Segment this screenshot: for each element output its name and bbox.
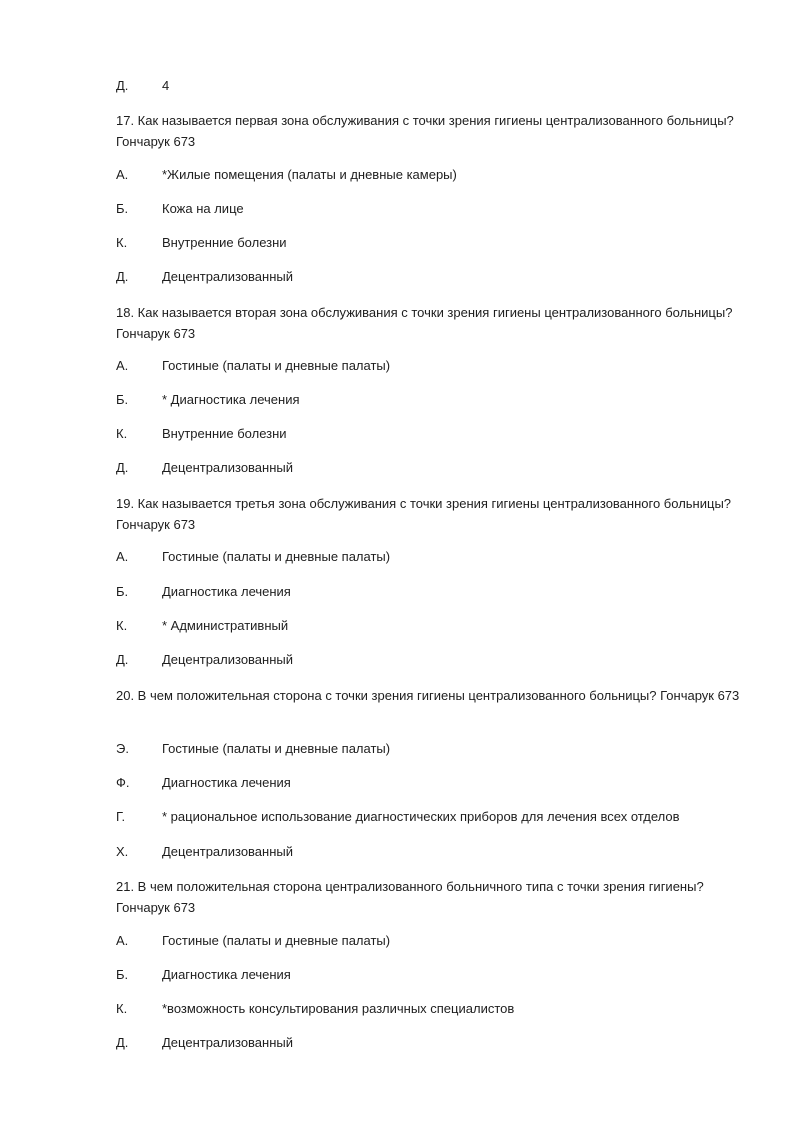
question-text: 18. Как называется вторая зона обслуживания с точки зрения гигиены централизованного больницы? Гончарук 673 xyxy=(116,305,733,341)
option-letter: Д. xyxy=(116,460,129,475)
option-letter: Д. xyxy=(116,1035,129,1050)
option-letter: Д. xyxy=(116,78,129,93)
option-letter: Б. xyxy=(116,967,129,982)
option-letter: Д. xyxy=(116,652,129,667)
option-letter: К. xyxy=(116,1001,128,1016)
option-letter: Д. xyxy=(116,269,129,284)
option-text: Внутренние болезни xyxy=(162,235,287,250)
option-letter: К. xyxy=(116,426,128,441)
option-letter: Б. xyxy=(116,201,129,216)
option-text: * рациональное использование диагностических приборов для лечения всех отделов xyxy=(162,809,680,824)
option-text: Децентрализованный xyxy=(162,844,294,859)
option-letter: А. xyxy=(116,549,129,564)
option-text: Диагностика лечения xyxy=(162,584,291,599)
option-text: *возможность консультирования различных специалистов xyxy=(162,1001,515,1016)
option-text: * Административный xyxy=(162,618,289,633)
option-text: Децентрализованный xyxy=(162,269,294,284)
option-letter: Г. xyxy=(116,809,126,824)
option-letter: А. xyxy=(116,358,129,373)
option-text: Гостиные (палаты и дневные палаты) xyxy=(162,358,391,373)
question-text: 19. Как называется третья зона обслуживания с точки зрения гигиены централизованного больницы? Гончарук 673 xyxy=(116,496,732,532)
question-text: 20. В чем положительная сторона с точки зрения гигиены централизованного больницы? Гончарук 673 xyxy=(116,688,740,703)
option-text: Внутренние болезни xyxy=(162,426,287,441)
question-text: 21. В чем положительная сторона централизованного больничного типа с точки зрения гигиены? Гончарук 673 xyxy=(116,879,704,915)
option-letter: К. xyxy=(116,618,128,633)
option-letter: Ф. xyxy=(116,775,130,790)
option-letter: Б. xyxy=(116,392,129,407)
option-text: Диагностика лечения xyxy=(162,967,291,982)
option-text: Децентрализованный xyxy=(162,460,294,475)
option-text: 4 xyxy=(162,78,170,93)
option-letter: К. xyxy=(116,235,128,250)
option-letter: А. xyxy=(116,167,129,182)
option-text: Кожа на лице xyxy=(162,201,244,216)
option-text: *Жилые помещения (палаты и дневные камеры) xyxy=(162,167,457,182)
option-text: Диагностика лечения xyxy=(162,775,291,790)
option-text: Децентрализованный xyxy=(162,652,294,667)
question-text: 17. Как называется первая зона обслуживания с точки зрения гигиены централизованного больницы? Гончарук 673 xyxy=(116,113,734,149)
option-letter: А. xyxy=(116,933,129,948)
option-text: Гостиные (палаты и дневные палаты) xyxy=(162,549,391,564)
option-text: Децентрализованный xyxy=(162,1035,294,1050)
option-letter: Б. xyxy=(116,584,129,599)
option-letter: Х. xyxy=(116,844,129,859)
option-text: Гостиные (палаты и дневные палаты) xyxy=(162,933,391,948)
option-text: Гостиные (палаты и дневные палаты) xyxy=(162,741,391,756)
option-letter: Э. xyxy=(116,741,129,756)
option-text: * Диагностика лечения xyxy=(162,392,300,407)
